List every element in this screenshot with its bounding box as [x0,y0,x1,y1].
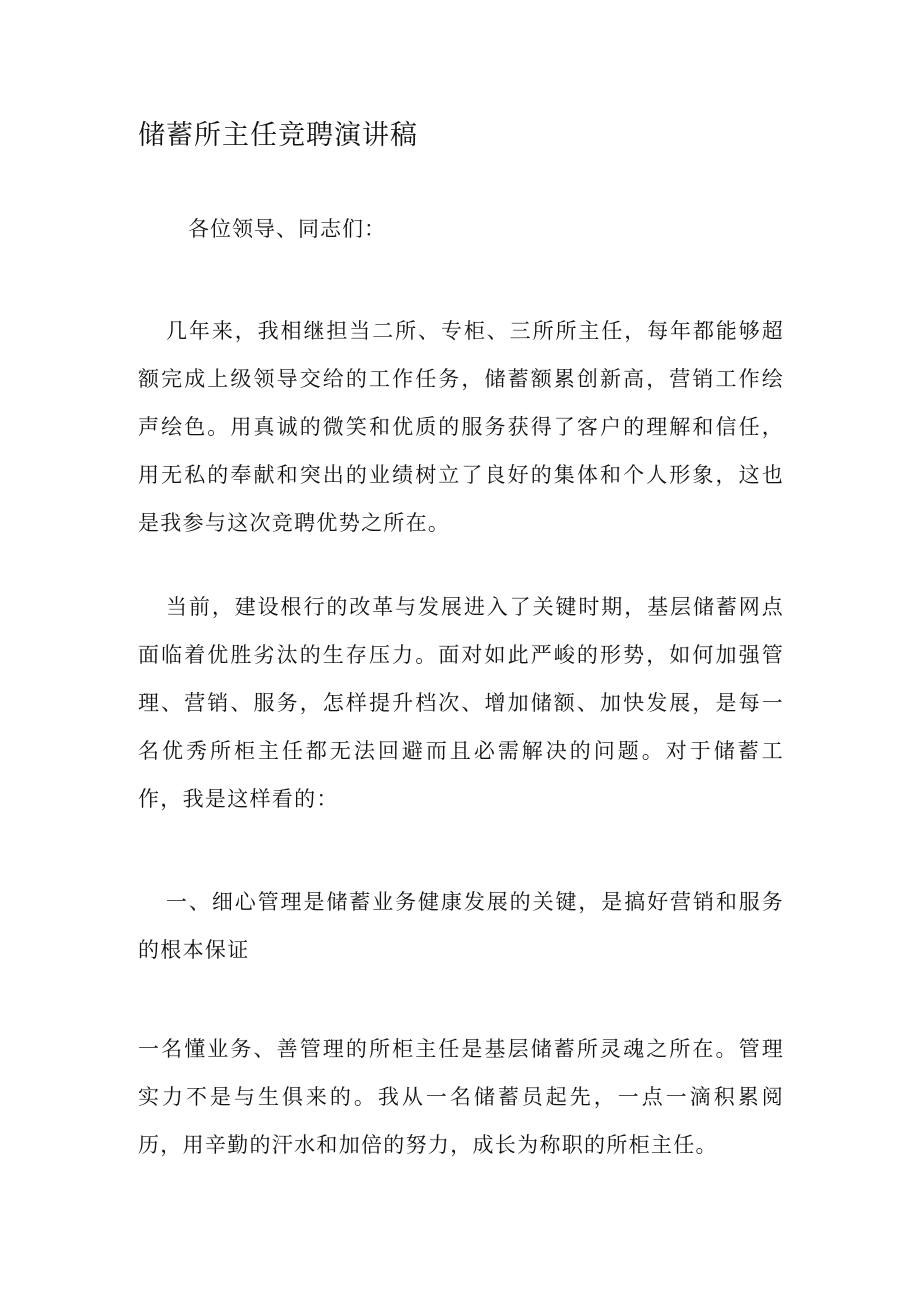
salutation: 各位领导、同志们： [188,217,386,241]
paragraph-experience: 几年来，我相继担当二所、专柜、三所所主任，每年都能够超额完成上级领导交给的工作任务，储蓄额累创新高，营销工作绘声绘色。用真诚的微笑和优质的服务获得了客户的理解和信任，用无私的奉献和突出的业绩树立了良好的集体和个人形象，这也是我参与这次竞聘优势之所在。 [138,319,784,535]
section-heading-management: 一、细心管理是储蓄业务健康发展的关键，是搞好营销和服务的根本保证 [138,890,784,962]
paragraph-current-situation: 当前，建设根行的改革与发展进入了关键时期，基层储蓄网点面临着优胜劣汰的生存压力。面对如此严峻的形势，如何加强管理、营销、服务，怎样提升档次、增加储额、加快发展，是每一名优秀所柜主任都无法回避而且必需解决的问题。对于储蓄工作，我是这样看的： [138,595,784,811]
document-title: 储蓄所主任竞聘演讲稿 [138,120,418,151]
paragraph-management: 一名懂业务、善管理的所柜主任是基层储蓄所灵魂之所在。管理实力不是与生俱来的。我从一名储蓄员起先，一点一滴积累阅历，用辛勤的汗水和加倍的努力，成长为称职的所柜主任。 [138,1037,784,1157]
